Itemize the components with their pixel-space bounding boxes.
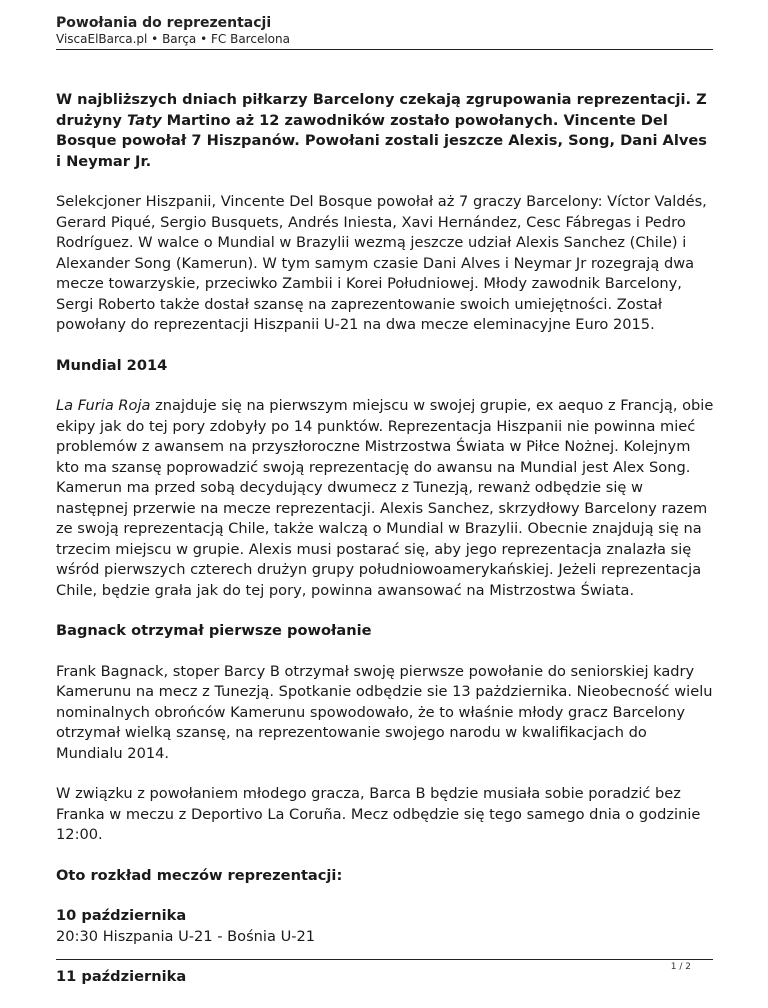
article-body <box>56 90 716 1008</box>
furia-roja-italic: La Furia Roja <box>56 397 151 414</box>
paragraph-barca-b: W związku z powołaniem młodego gracza, Barca B będzie musiała sobie poradzić bez Franka w meczu z Deportivo La Coruña. Mecz odbędzie się tego samego dnia o godzinie 12:00. <box>56 785 701 843</box>
lead-text-1: W najbliższych dniach piłkarzy Barcelony czekają zgrupowania reprezentacji. Z drużyny <box>56 91 707 129</box>
paragraph-bagnack: Frank Bagnack, stoper Barcy B otrzymał swoję pierwsze powołanie do seniorskiej kadry Kamerunu na mecz z Tunezją. Spotkanie odbędzie sie 13 pażdziernika. Nieobecność wielu nominalnych obrońców Kamerunu spowodowało, że to właśnie młody gracz Barcelony otrzymał wielką szansę, na reprezentowanie swojego narodu w kwalifikacjach do Mundialu 2014. <box>56 662 713 762</box>
paragraph-furia-roja <box>56 396 716 601</box>
schedule-match: 20:30 Hiszpania U-21 - Bośnia U-21 <box>56 927 316 945</box>
lead-text-2: Martino aż 12 zawodników zostało powołanych. Vincente Del Bosque powołał 7 Hiszpanów. Powołani zostali jeszcze Alexis, Song, Dani Alves i Neymar Jr. <box>56 111 707 170</box>
schedule-item <box>56 967 716 988</box>
article-lead <box>56 90 716 172</box>
page-number: 1 / 2 <box>670 962 691 972</box>
document-title: Powołania do reprezentacji <box>56 15 272 31</box>
paragraph-furia-roja-text: znajduje się na pierwszym miejscu w swojej grupie, ex aequo z Francją, obie ekipy jak do tej pory zdobyły po 14 punktów. Reprezentacja Hiszpanii nie powinna mieć problemów z awansem na przyszłoroczne Mistrzostwa Świata w Piłce Nożnej. Kolejnym kto ma szansę poprowadzić swoją reprezentację do awansu na Mundial jest Alex Song. Kamerun ma przed sobą decydujący dwumecz z Tunezją, rewanż odbędzie się w następnej przerwie na mecze reprezentacji. Alexis Sanchez, skrzydłowy Barcelony razem ze swoją reprezentacją Chile, także walczą o Mundial w Brazylii. Obecnie znajdują się na trzecim miejscu w grupie. Alexis musi postarać się, aby jego reprezentacja znalazła się wśród pierwszych czterech drużyn grupy południowoamerykańskiej. Jeżeli reprezentacja Chile, będzie grała jak do tej pory, powinna awansować na Mistrzostwa Świata. <box>56 397 714 599</box>
heading-bagnack: Bagnack otrzymał pierwsze powołanie <box>56 622 372 639</box>
schedule-date: 11 października <box>56 968 187 985</box>
page-footer <box>56 959 713 972</box>
paragraph-selekcjoner: Selekcjoner Hiszpanii, Vincente Del Bosque powołał aż 7 graczy Barcelony: Víctor Valdés, Gerard Piqué, Sergio Busquets, Andrés Iniesta, Xavi Hernández, Cesc Fábregas i Pedro Rodríguez. W walce o Mundial w Brazylii wezmą jeszcze udział Alexis Sanchez (Chile) i Alexander Song (Kamerun). W tym samym czasie Dani Alves i Neymar Jr rozegrają dwa mecze towarzyskie, przeciwko Zambii i Korei Południowej. Młody zawodnik Barcelony, Sergi Roberto także dostał szansę na zaprezentowanie swoich umiejętności. Został powołany do reprezentacji Hiszpanii U-21 na dwa mecze eleminacyjne Euro 2015. <box>56 193 707 333</box>
schedule-item <box>56 906 716 947</box>
document-subtitle: ViscaElBarca.pl • Barça • FC Barcelona <box>56 32 290 46</box>
schedule-date: 10 października <box>56 907 187 924</box>
lead-italic-taty: Taty <box>127 111 162 129</box>
page-header <box>56 14 713 50</box>
heading-schedule: Oto rozkład meczów reprezentacji: <box>56 866 343 884</box>
heading-mundial: Mundial 2014 <box>56 356 168 374</box>
